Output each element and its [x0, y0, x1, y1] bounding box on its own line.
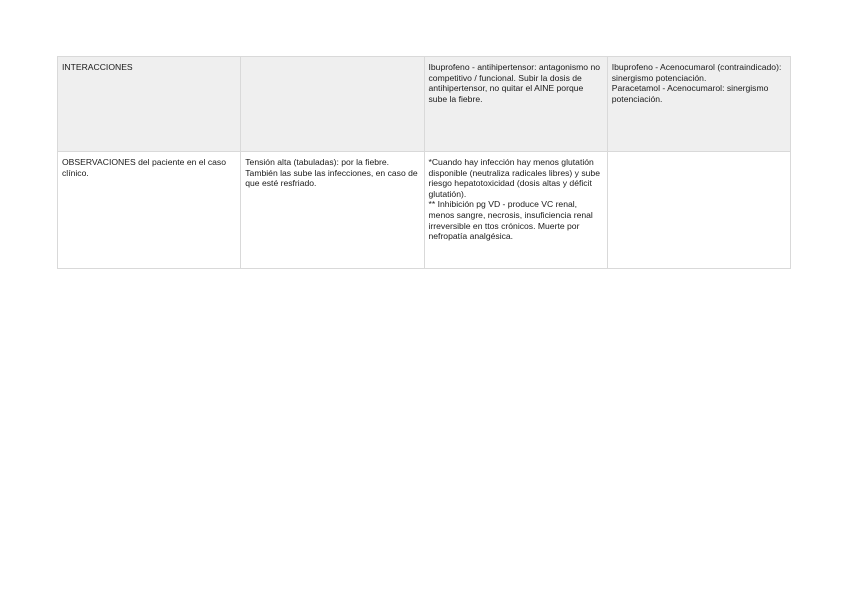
cell-text: *Cuando hay infección hay menos glutatión disponible (neutraliza radicales libres) y sube riesgo hepatotoxicidad (dosis altas y déficit glutatión). — [428, 157, 600, 199]
table-cell-empty — [607, 152, 790, 269]
table-row-interacciones — [58, 57, 791, 152]
cell-text: Tensión alta (tabuladas): por la fiebre. También las sube las infecciones, en caso de que esté resfriado. — [245, 157, 418, 189]
cell-text: Paracetamol - Acenocumarol: sinergismo potenciación. — [611, 83, 769, 104]
cell-text: OBSERVACIONES del paciente en el caso clínico. — [62, 157, 227, 178]
cell-text: ** Inhibición pg VD - produce VC renal, menos sangre, necrosis, insuficiencia renal irreversible en ttos crónicos. Muerte por nefropatía analgésica. — [428, 199, 593, 242]
table-row-observaciones — [58, 152, 791, 269]
table-cell-ibuprofeno-antihipertensor — [424, 57, 607, 152]
table-cell-glutation-notes — [424, 152, 607, 269]
clinical-case-table — [57, 56, 791, 269]
cell-text: INTERACCIONES — [62, 62, 133, 72]
table-cell-acenocumarol — [607, 57, 790, 152]
cell-text: Ibuprofeno - antihipertensor: antagonismo no competitivo / funcional. Subir la dosis de antihipertensor, no quitar el AINE porque sube la fiebre. — [428, 62, 601, 104]
cell-text: Ibuprofeno - Acenocumarol (contraindicado): sinergismo potenciación. — [611, 62, 782, 83]
table-cell-observaciones-label — [58, 152, 241, 269]
table-cell-tension-alta — [241, 152, 424, 269]
table-cell-empty — [241, 57, 424, 152]
table-cell-interacciones-label — [58, 57, 241, 152]
